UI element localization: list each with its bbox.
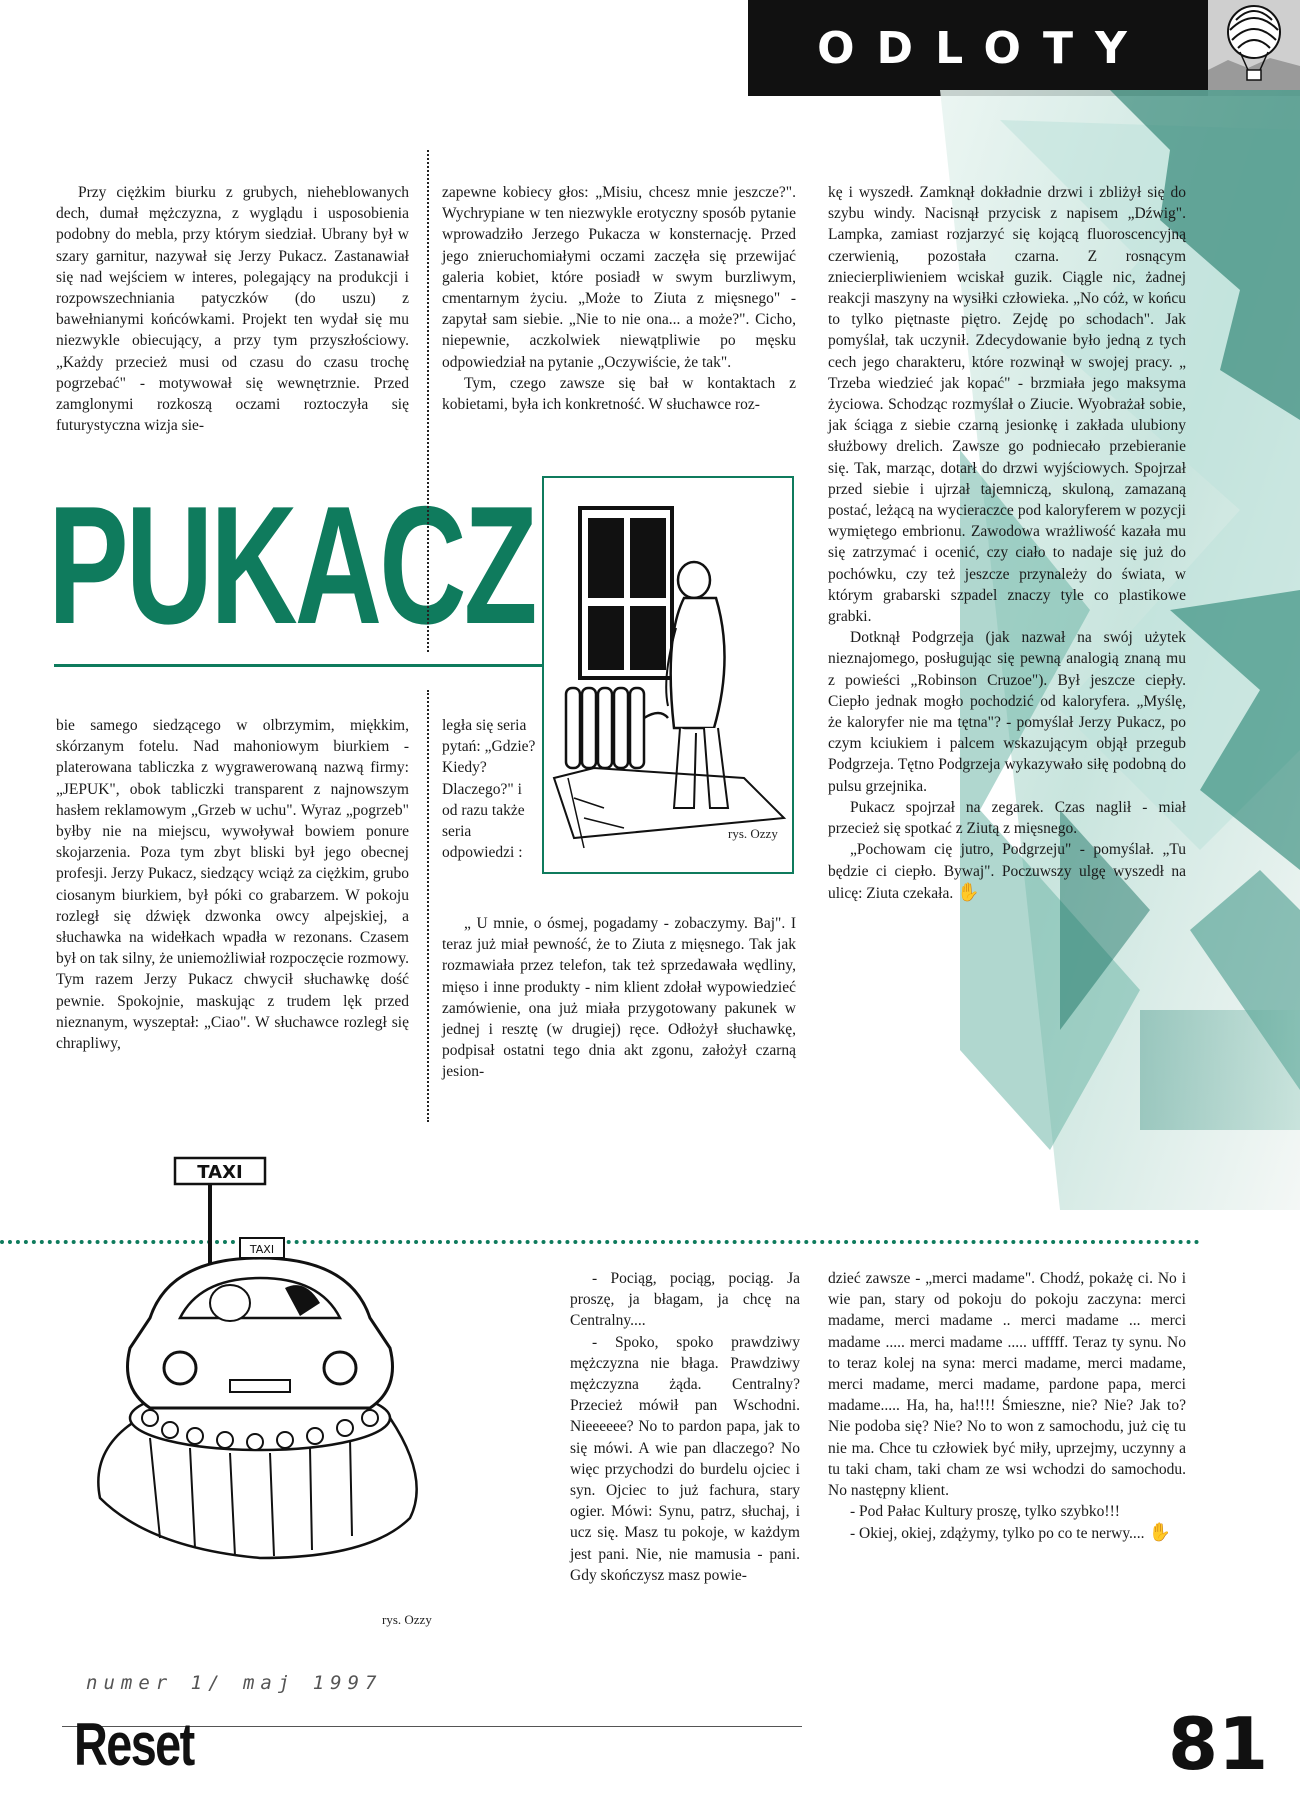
article-column-1-top — [56, 182, 409, 436]
taxi-illustration — [30, 1118, 460, 1568]
paragraph: Pukacz spojrzał na zegarek. Czas naglił - miał przecież się spotkać z Ziutą z mięsnego. — [828, 798, 1186, 838]
balloon-icon — [1208, 0, 1300, 96]
article-column-1-bottom — [56, 715, 409, 1054]
paragraph: Przy ciężkim biurku z grubych, nieheblowanych dech, dumał mężczyzna, z wyglądu i usposobienia podobny do mebla, przy którym siedział. Ubrany był w szary garnitur, nazywał się Jerzy Pukacz. Zastanawiał się nad wejściem w interes, polegający na produkcji i rozpowszechniania patyczków (do uszu) z bawełnianymi końcówkami. Projekt ten wydał się mu niezwykle obiecujący, a przy tym przyszłościowy. „Każdy przecież musi od czasu do czasu trochę pogrzebać" - motywował się wewnętrznie. Przed zamglonymi rozkoszą oczami roztoczyła się futurystyczna wizja sie- — [56, 184, 409, 435]
paragraph: Tym, czego zawsze się bał w kontaktach z kobietami, była ich konkretność. W słuchawce roz- — [442, 374, 796, 414]
paragraph: Dotknął Podgrzeja (jak nazwał na swój użytek nieznajomego, posługując się pewną analogią znaną mu z powieści „Robinson Cruzoe"). Był jeszcze ciepły. Ciepło jednak mogło pochodzić od kaloryfera. „Myślę, że kaloryfer nie ma tętna"? - pomyślał Jerzy Pukacz, po czym kciukiem i palcem wskazującym objął przegub Podgrzeja. Tętno Podgrzeja wykazywało siłę podobną do pulsu grzejnika. — [828, 629, 1186, 795]
paragraph: zapewne kobiecy głos: „Misiu, chcesz mnie jeszcze?". Wychrypiane w ten niezwykle erotyczny sposób pytanie wprowadziło Jerzego Pukacza w konsternację. Przed jego znieruchomiałymi oczami zaczęła się przewijać galeria kobiet, które posiadł w swym burzliwym, cmentarnym życiu. „Może to Ziuta z mięsnego" - zapytał sam siebie. „Nie to nie ona... a może?". Cicho, niepewnie, aczkolwiek niewątpliwie po męsku odpowiedział na pytanie „Oczywiście, że tak". — [442, 184, 796, 371]
paragraph: „ U mnie, o ósmej, pogadamy - zobaczymy. Baj". I teraz już miał pewność, że to Ziuta z mięsnego. Tak jak rozmawiała przez telefon, tak też sprzedawała wędliny, mięso i inne produkty - nim klient zdołał wypowiedzieć zamówienie, ona już miała przygotowany pakunek w jednej i resztę (w drugiej) ręce. Odłożył słuchawkę, podpisał ostatni tego dnia akt zgonu, założył czarną jesion- — [442, 915, 796, 1081]
story-column-right — [828, 1268, 1186, 1545]
paragraph: dzieć zawsze - „merci madame". Chodź, pokażę ci. No i wie pan, stary od pokoju do pokoju zaczyna: merci madame, merci madame .. merci madame ... merci madame ..... merci madame ..... ufffff. Teraz ty synu. No to teraz kolej na syna: merci madame, merci madame, merci madame, merci madame, pardone papa, merci madame..... Ha, ha, ha!!!! Śmieszne, nie? Nie? Jak to? Nie podoba się? Nie? No to won z samochodu, już cię tu nie ma. Chce tu człowiek być miły, uprzejmy, uczynny a tu taki cham, taki cham ze wsi wchodzi do samochodu. No następny klient. — [828, 1270, 1186, 1500]
paragraph: - Pod Pałac Kultury proszę, tylko szybko!!! — [850, 1503, 1120, 1521]
taxi-sign-text: TAXI — [197, 1162, 243, 1183]
article-column-3 — [828, 182, 1186, 904]
headline-underline — [54, 664, 574, 667]
illustration-credit: rys. Ozzy — [382, 1612, 432, 1627]
column-divider — [427, 690, 429, 1122]
paragraph: - Pociąg, pociąg, pociąg. Ja proszę, ja błagam, ja chcę na Centralny.... — [570, 1270, 800, 1330]
story-column-left — [570, 1268, 800, 1586]
handprint-icon: ✋ — [1148, 1522, 1171, 1544]
section-title: ODLOTY — [817, 22, 1149, 74]
paragraph-text: - Okiej, okiej, zdążymy, tylko po co te nerwy.... — [850, 1525, 1145, 1543]
paragraph — [828, 1522, 1186, 1544]
radiator-illustration — [542, 476, 794, 874]
column-divider — [427, 150, 429, 652]
paragraph: kę i wyszedł. Zamknął dokładnie drzwi i zbliżył się do szybu windy. Nacisnął przycisk z napisem „Dźwig". Lampka, zamiast rozjarzyć się kojącą fluoroscencyjną czerwienią, pozostała czarna. Z rosnącym zniecierpliwieniem wciskał guzik. Ciągle nic, żadnej reakcji maszyny na wysiłki człowieka. „No cóż, w końcu to tylko piętnaste piętro. Zejdę po schodach". Jak pomyślał, tak uczynił. Zdecydowanie było jedną z tych cech jego charakteru, które rozwinął w swojej pracy. „ Trzeba wiedzieć jak kopać" - brzmiała jego maksyma życiowa. Schodząc rozmyślał o Ziucie. Wyobrażał sobie, jak ściąga z siebie czarną jesionkę i zakłada ulubiony służbowy drelich. Zawsze go podniecało przebieranie się. Tak, marząc, dotarł do drzwi wyjściowych. Spojrzał przed siebie i ujrzał tajemniczą, skuloną, zamazaną postać, leżącą na wycieraczce pod kaloryferem w pozycji wymiętego embrionu. Zawodowa wrażliwość kazała mu się zatrzymać i ocenić, czy ciało to nadaje się już do pochówku, czy też jeszcze przynależy do świata, w którym grabarski szpadel znaczy tyle co plastikowe grabki. — [828, 184, 1186, 626]
section-header — [748, 0, 1208, 96]
page-number: 81 — [1168, 1702, 1269, 1786]
article-headline: PUKACZ — [48, 471, 535, 659]
paragraph: legła się seria pytań: „Gdzie? Kiedy? Dlaczego?" i od razu także seria odpowiedzi : — [442, 717, 536, 862]
paragraph: bie samego siedzącego w olbrzymim, miękkim, skórzanym fotelu. Nad mahoniowym biurkiem - platerowana tabliczka z wygrawerowaną nazwą firmy: „JEPUK", obok tabliczki transparent z najnowszym hasłem reklamowym „Grzeb w uchu". Wyraz „pogrzeb" byłby nie na miejscu, wywoływał bowiem ponure skojarzenia. Poza tym zbyt bliski był jego obecnej profesji. Jerzy Pukacz, siedzący wciąż za ciężkim, grubo ciosanym biurkiem, był póki co grabarzem. W pokoju rozległ się dźwięk dzwonka owcy alpejskiej, a słuchawka na widełkach wpadła w rezonans. Czasem był on tak silny, że uniemożliwiał rozpoczęcie rozmowy. Tym razem Jerzy Pukacz chwycił słuchawkę dość pewnie. Spokojnie, maskując z trudem lęk przed nieznanym, wyszeptał: „Ciao". W słuchawce rozległ się chrapliwy, — [56, 717, 409, 1053]
handprint-icon: ✋ — [957, 881, 980, 903]
paragraph: - Spoko, spoko prawdziwy mężczyzna nie błaga. Prawdziwy mężczyzna żąda. Centralny? Przecież mówił pan Wschodni. Nieeeeee? No to pardon papa, jak to się mówi. A wie pan dlaczego? No więc przychodzi do burdelu ojciec i syn. Ojciec to już fachura, stary ogier. Mówi: Synu, patrz, słuchaj, i ucz się. Masz tu pokoje, w każdym jest pani. Nie, nie mamusia - pani. Gdy skończysz masz powie- — [570, 1333, 800, 1584]
article-column-2-bottom — [442, 913, 796, 1083]
magazine-logo: Reset — [74, 1711, 194, 1778]
article-column-2-side — [442, 715, 536, 863]
issue-info: numer 1/ maj 1997 — [86, 1672, 383, 1694]
article-column-2-top — [442, 182, 796, 415]
illustration-credit: rys. Ozzy — [728, 826, 778, 841]
paragraph — [828, 839, 1186, 904]
paragraph-text: „Pochowam cię jutro, Podgrzeju" - pomyślał. „Tu będzie ci ciepło. Bywaj". Poczuwszy ulgę wyszedł na ulicę: Ziuta czekała. — [828, 841, 1186, 902]
taxi-roof-text: TAXI — [249, 1243, 275, 1256]
